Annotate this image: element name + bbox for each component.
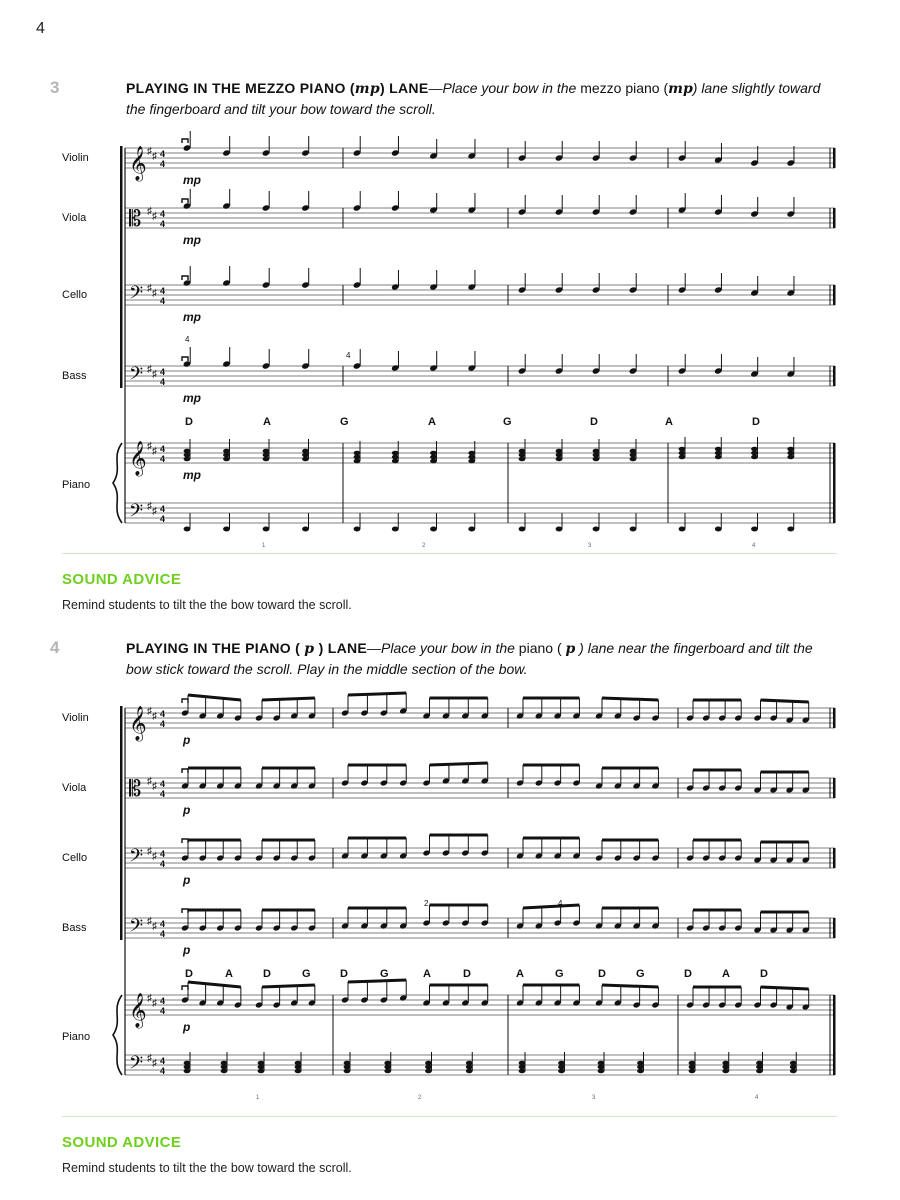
chord-notehead bbox=[756, 1069, 763, 1074]
sharp-icon: ♯ bbox=[152, 211, 157, 222]
chord-symbol: D bbox=[185, 416, 193, 428]
chord-notehead bbox=[221, 1069, 228, 1074]
chord-notehead bbox=[598, 1061, 605, 1066]
chord-notehead bbox=[790, 1069, 797, 1074]
dynamic-marking: mp bbox=[183, 468, 201, 482]
note-beam bbox=[430, 763, 488, 765]
exercise-description: —Place your bow in the piano ( p ) lane near the fingerboard and tilt the bow stick toward the scroll. Play in the middle section of the bow. bbox=[126, 640, 813, 677]
measure-number: 3 bbox=[588, 543, 592, 549]
sharp-icon: ♯ bbox=[152, 151, 157, 162]
sharp-icon: ♯ bbox=[152, 921, 157, 932]
note-beam bbox=[348, 980, 406, 982]
sharp-icon: ♯ bbox=[147, 146, 152, 157]
instrument-label-violin: Violin bbox=[62, 712, 89, 724]
sharp-icon: ♯ bbox=[147, 706, 152, 717]
instrument-label-cello: Cello bbox=[62, 852, 88, 864]
time-signature: 4 bbox=[160, 219, 166, 229]
chord-notehead bbox=[637, 1061, 644, 1066]
chord-notehead bbox=[384, 1061, 391, 1066]
down-bow-icon bbox=[182, 909, 188, 913]
instrument-label-piano: Piano bbox=[62, 1031, 91, 1043]
note-beam bbox=[602, 985, 658, 987]
chord-notehead bbox=[184, 1065, 191, 1070]
chord-notehead bbox=[425, 1069, 432, 1074]
sound-advice-text: Remind students to tilt the the bow toward the scroll. bbox=[62, 598, 352, 612]
chord-notehead bbox=[519, 1069, 526, 1074]
measure-number: 1 bbox=[262, 543, 266, 549]
chord-notehead bbox=[344, 1061, 351, 1066]
ensemble-bracket bbox=[120, 706, 123, 940]
chord-notehead bbox=[790, 1065, 797, 1070]
time-signature: 4 bbox=[160, 929, 166, 939]
chord-notehead bbox=[344, 1069, 351, 1074]
sharp-icon: ♯ bbox=[147, 776, 152, 787]
time-signature: 4 bbox=[160, 209, 166, 219]
sharp-icon: ♯ bbox=[152, 998, 157, 1009]
measure-number: 2 bbox=[422, 543, 426, 549]
instrument-label-bass: Bass bbox=[62, 370, 87, 382]
sound-advice-text: Remind students to tilt the the bow toward the scroll. bbox=[62, 1161, 352, 1175]
dynamic-marking: p bbox=[183, 733, 191, 747]
dynamic-marking: p bbox=[183, 873, 191, 887]
chord-notehead bbox=[722, 1061, 729, 1066]
time-signature: 4 bbox=[160, 996, 166, 1006]
chord-notehead bbox=[466, 1069, 473, 1074]
alto-clef-icon: 𝄡 bbox=[129, 206, 142, 231]
time-signature: 4 bbox=[160, 719, 166, 729]
fingering-number: 4 bbox=[558, 899, 563, 908]
chord-notehead bbox=[384, 1069, 391, 1074]
chord-symbol: A bbox=[225, 968, 233, 980]
chord-notehead bbox=[756, 1061, 763, 1066]
sharp-icon: ♯ bbox=[147, 441, 152, 452]
chord-notehead bbox=[221, 1065, 228, 1070]
chord-symbol: D bbox=[263, 968, 271, 980]
note-beam bbox=[602, 698, 658, 700]
time-signature: 4 bbox=[160, 367, 166, 377]
alto-clef-icon: 𝄡 bbox=[129, 776, 142, 801]
piano-brace bbox=[113, 995, 122, 1075]
measure-number: 3 bbox=[592, 1095, 596, 1101]
time-signature: 4 bbox=[160, 1006, 166, 1016]
final-barline bbox=[833, 918, 836, 938]
time-signature: 4 bbox=[160, 1056, 166, 1066]
chord-symbol: A bbox=[263, 416, 271, 428]
instrument-label-piano: Piano bbox=[62, 479, 91, 491]
time-signature: 4 bbox=[160, 789, 166, 799]
chord-symbol: A bbox=[516, 968, 524, 980]
chord-notehead bbox=[689, 1069, 696, 1074]
chord-notehead bbox=[466, 1065, 473, 1070]
dynamic-marking: mp bbox=[183, 310, 201, 324]
sharp-icon: ♯ bbox=[152, 781, 157, 792]
measure-number: 4 bbox=[755, 1095, 759, 1101]
instrument-label-cello: Cello bbox=[62, 289, 88, 301]
note-beam bbox=[262, 985, 315, 987]
chord-symbol: A bbox=[665, 416, 673, 428]
exercise-number: 3 bbox=[50, 78, 60, 97]
fingering-number: 4 bbox=[346, 351, 351, 360]
bass-clef-icon: 𝄢 bbox=[129, 1052, 144, 1077]
treble-clef-icon: 𝄞 bbox=[129, 994, 147, 1027]
sharp-icon: ♯ bbox=[147, 283, 152, 294]
sharp-icon: ♯ bbox=[152, 369, 157, 380]
chord-notehead bbox=[344, 1065, 351, 1070]
chord-symbol: D bbox=[598, 968, 606, 980]
time-signature: 4 bbox=[160, 377, 166, 387]
final-barline bbox=[833, 778, 836, 798]
sharp-icon: ♯ bbox=[152, 446, 157, 457]
chord-notehead bbox=[384, 1065, 391, 1070]
exercise-title: PLAYING IN THE MEZZO PIANO (mp) LANE bbox=[126, 80, 429, 97]
time-signature: 4 bbox=[160, 444, 166, 454]
time-signature: 4 bbox=[160, 296, 166, 306]
bass-clef-icon: 𝄢 bbox=[129, 500, 144, 525]
exercise-title: PLAYING IN THE PIANO ( p ) LANE bbox=[126, 640, 368, 657]
time-signature: 4 bbox=[160, 454, 166, 464]
fingering-number: 4 bbox=[185, 335, 190, 344]
section-divider bbox=[62, 1116, 837, 1117]
bass-clef-icon: 𝄢 bbox=[129, 282, 144, 307]
chord-notehead bbox=[598, 1069, 605, 1074]
treble-clef-icon: 𝄞 bbox=[129, 707, 147, 740]
dynamic-marking: mp bbox=[183, 233, 201, 247]
exercise-number: 4 bbox=[50, 638, 60, 657]
bass-clef-icon: 𝄢 bbox=[129, 915, 144, 940]
bass-clef-icon: 𝄢 bbox=[129, 363, 144, 388]
chord-notehead bbox=[598, 1065, 605, 1070]
chord-symbol: D bbox=[340, 968, 348, 980]
sound-advice-title: SOUND ADVICE bbox=[62, 1134, 182, 1151]
chord-notehead bbox=[295, 1069, 302, 1074]
time-signature: 4 bbox=[160, 849, 166, 859]
instrument-label-viola: Viola bbox=[62, 782, 87, 794]
sharp-icon: ♯ bbox=[147, 206, 152, 217]
bass-clef-icon: 𝄢 bbox=[129, 845, 144, 870]
time-signature: 4 bbox=[160, 859, 166, 869]
down-bow-icon bbox=[182, 769, 188, 773]
chord-symbol: G bbox=[503, 416, 512, 428]
sharp-icon: ♯ bbox=[152, 288, 157, 299]
note-beam bbox=[188, 982, 241, 987]
chord-notehead bbox=[689, 1065, 696, 1070]
chord-notehead bbox=[221, 1061, 228, 1066]
sharp-icon: ♯ bbox=[152, 506, 157, 517]
measure-number: 2 bbox=[418, 1095, 422, 1101]
note-beam bbox=[348, 693, 406, 695]
sharp-icon: ♯ bbox=[147, 993, 152, 1004]
chord-notehead bbox=[637, 1069, 644, 1074]
chord-notehead bbox=[425, 1061, 432, 1066]
chord-notehead bbox=[295, 1061, 302, 1066]
chord-symbol: D bbox=[185, 968, 193, 980]
chord-notehead bbox=[558, 1069, 565, 1074]
final-barline bbox=[833, 708, 836, 728]
note-beam bbox=[188, 695, 241, 700]
chord-symbol: A bbox=[423, 968, 431, 980]
sharp-icon: ♯ bbox=[152, 851, 157, 862]
chord-symbol: D bbox=[752, 416, 760, 428]
sharp-icon: ♯ bbox=[147, 364, 152, 375]
dynamic-marking: mp bbox=[183, 173, 201, 187]
time-signature: 4 bbox=[160, 779, 166, 789]
measure-number: 4 bbox=[752, 543, 756, 549]
sharp-icon: ♯ bbox=[152, 1058, 157, 1069]
chord-symbol: D bbox=[684, 968, 692, 980]
final-barline bbox=[833, 995, 836, 1075]
final-barline bbox=[833, 848, 836, 868]
down-bow-icon bbox=[182, 986, 188, 990]
time-signature: 4 bbox=[160, 286, 166, 296]
dynamic-marking: mp bbox=[183, 391, 201, 405]
time-signature: 4 bbox=[160, 514, 166, 524]
sharp-icon: ♯ bbox=[147, 1053, 152, 1064]
chord-notehead bbox=[295, 1065, 302, 1070]
measure-number: 1 bbox=[256, 1095, 260, 1101]
chord-notehead bbox=[425, 1065, 432, 1070]
chord-notehead bbox=[258, 1065, 265, 1070]
chord-notehead bbox=[258, 1061, 265, 1066]
chord-notehead bbox=[466, 1061, 473, 1066]
down-bow-icon bbox=[182, 839, 188, 843]
note-beam bbox=[761, 987, 809, 989]
page-number: 4 bbox=[36, 20, 45, 37]
instrument-label-viola: Viola bbox=[62, 212, 87, 224]
exercise-description: —Place your bow in the mezzo piano (mp) lane slightly toward the fingerboard and tilt your bow toward the scroll. bbox=[126, 80, 821, 117]
down-bow-icon bbox=[182, 699, 188, 703]
chord-notehead bbox=[558, 1061, 565, 1066]
treble-clef-icon: 𝄞 bbox=[129, 147, 147, 180]
chord-symbol: D bbox=[760, 968, 768, 980]
sharp-icon: ♯ bbox=[147, 846, 152, 857]
chord-symbol: G bbox=[555, 968, 564, 980]
sharp-icon: ♯ bbox=[152, 711, 157, 722]
chord-notehead bbox=[637, 1065, 644, 1070]
instrument-label-bass: Bass bbox=[62, 922, 87, 934]
chord-notehead bbox=[722, 1065, 729, 1070]
dynamic-marking: p bbox=[183, 943, 191, 957]
time-signature: 4 bbox=[160, 919, 166, 929]
time-signature: 4 bbox=[160, 504, 166, 514]
chord-notehead bbox=[184, 1069, 191, 1074]
chord-notehead bbox=[184, 1061, 191, 1066]
chord-notehead bbox=[519, 1065, 526, 1070]
instrument-label-violin: Violin bbox=[62, 152, 89, 164]
sharp-icon: ♯ bbox=[147, 916, 152, 927]
chord-notehead bbox=[258, 1069, 265, 1074]
chord-notehead bbox=[519, 1061, 526, 1066]
chord-notehead bbox=[722, 1069, 729, 1074]
chord-symbol: D bbox=[463, 968, 471, 980]
time-signature: 4 bbox=[160, 159, 166, 169]
chord-notehead bbox=[756, 1065, 763, 1070]
chord-symbol: G bbox=[302, 968, 311, 980]
dynamic-marking: p bbox=[183, 803, 191, 817]
treble-clef-icon: 𝄞 bbox=[129, 442, 147, 475]
time-signature: 4 bbox=[160, 149, 166, 159]
chord-symbol: G bbox=[636, 968, 645, 980]
fingering-number: 2 bbox=[424, 899, 429, 908]
chord-notehead bbox=[689, 1061, 696, 1066]
note-beam bbox=[761, 700, 809, 702]
time-signature: 4 bbox=[160, 709, 166, 719]
note-beam bbox=[262, 698, 315, 700]
chord-notehead bbox=[790, 1061, 797, 1066]
chord-symbol: G bbox=[380, 968, 389, 980]
time-signature: 4 bbox=[160, 1066, 166, 1076]
chord-symbol: G bbox=[340, 416, 349, 428]
chord-notehead bbox=[558, 1065, 565, 1070]
sound-advice-title: SOUND ADVICE bbox=[62, 571, 182, 588]
dynamic-marking: p bbox=[183, 1020, 191, 1034]
sharp-icon: ♯ bbox=[147, 501, 152, 512]
chord-symbol: A bbox=[428, 416, 436, 428]
note-beam bbox=[523, 905, 579, 908]
chord-symbol: D bbox=[590, 416, 598, 428]
chord-symbol: A bbox=[722, 968, 730, 980]
